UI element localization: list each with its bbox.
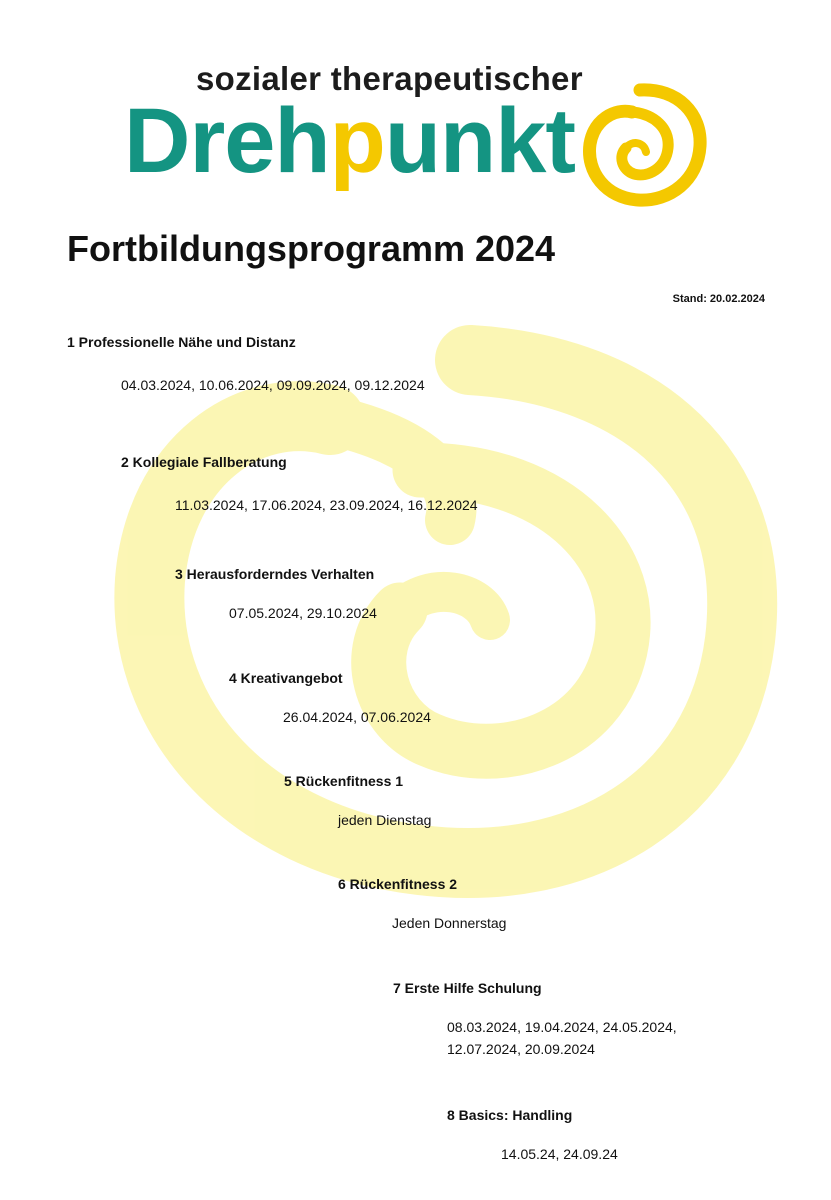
course-title: 3 Herausforderndes Verhalten (175, 566, 375, 582)
course-item (175, 566, 377, 624)
course-item (67, 334, 425, 396)
logo-part-dreh: Dreh (124, 90, 330, 192)
logo-part-p: p (329, 90, 385, 192)
course-title: 7 Erste Hilfe Schulung (393, 980, 542, 996)
course-item (229, 670, 431, 728)
course-dates: 11.03.2024, 17.06.2024, 23.09.2024, 16.12.2024 (175, 497, 478, 513)
course-dates: 26.04.2024, 07.06.2024 (283, 709, 431, 725)
logo-subtitle: sozialer therapeutischer (196, 60, 583, 97)
logo-part-unkt: unkt (384, 90, 576, 192)
course-dates: 08.03.2024, 19.04.2024, 24.05.2024, 12.07.2024, 20.09.2024 (447, 1019, 677, 1057)
stand-date: Stand: 20.02.2024 (672, 293, 765, 305)
course-title: 6 Rückenfitness 2 (338, 876, 458, 892)
course-dates: 14.05.24, 24.09.24 (501, 1146, 618, 1162)
course-title: 5 Rückenfitness 1 (284, 773, 404, 789)
course-title: 4 Kreativangebot (229, 670, 343, 686)
course-title: 8 Basics: Handling (447, 1107, 573, 1123)
course-item (447, 1107, 618, 1165)
course-item (284, 773, 431, 831)
course-dates: Jeden Donnerstag (392, 915, 507, 931)
logo-wordmark (124, 86, 575, 196)
course-dates: 04.03.2024, 10.06.2024, 09.09.2024, 09.12.2024 (121, 377, 425, 393)
course-item (338, 876, 506, 934)
course-item (393, 980, 727, 1060)
course-item (121, 454, 478, 516)
page-title: Fortbildungsprogramm 2024 (67, 228, 556, 269)
course-title: 2 Kollegiale Fallberatung (121, 454, 287, 470)
course-dates: jeden Dienstag (338, 812, 432, 828)
logo-swirl-icon (578, 74, 710, 214)
course-title: 1 Professionelle Nähe und Distanz (67, 334, 296, 350)
course-dates: 07.05.2024, 29.10.2024 (229, 605, 377, 621)
